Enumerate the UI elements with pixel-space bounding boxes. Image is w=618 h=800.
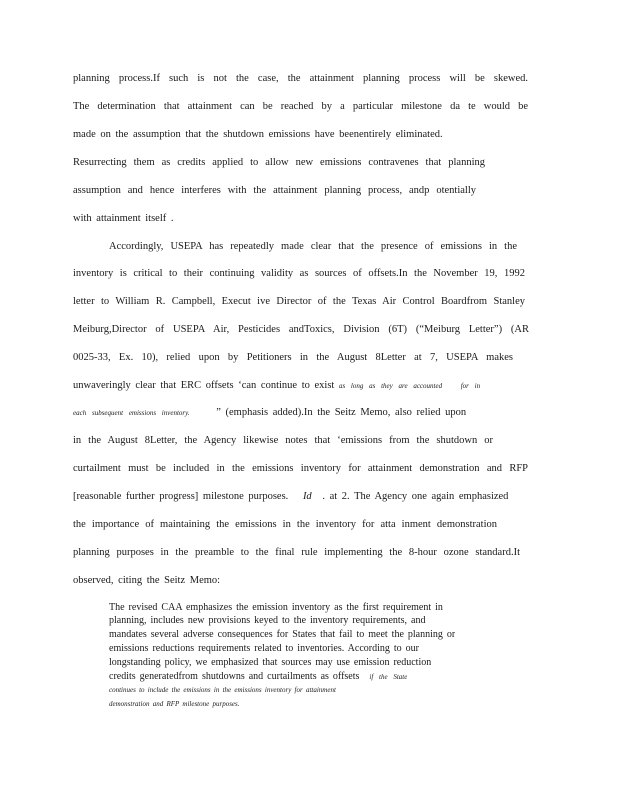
paragraph-1-line-1: planning process.If such is not the case, the attainment planning process will be skewed. [73,73,528,84]
quote-line-6-text: credits generatedfrom shutdowns and curtailments as offsets [109,671,360,682]
paragraph-1-line-6: with attainment itself . [73,213,174,224]
quote-line-6 [109,670,407,683]
quote-line-8: demonstration and RFP milestone purposes. [109,700,240,708]
paragraph-2-line-12: planning purposes in the preamble to the final rule implementing the 8-hour ozone standard.It [73,547,520,558]
paragraph-1-line-5: assumption and hence interferes with the attainment planning process, andp otentially [73,185,476,196]
emphasis-phrase-continued: each subsequent emissions inventory. [73,409,190,417]
quote-emphasis-start: if the State [369,673,408,681]
quote-line-4: emissions reductions requirements related to inventories. According to our [109,643,419,654]
emphasis-phrase: as long as they are accounted [338,382,443,390]
paragraph-2-line-3: letter to William R. Campbell, Execut ive Director of the Texas Air Control Boardfrom Stanley [73,296,525,307]
line-6-text: unwaveringly clear that ERC offsets ‘can continue to exist [73,380,335,391]
paragraph-2-line-9: curtailment must be included in the emissions inventory for attainment demonstration and RFP [73,463,528,474]
line-10-text-end: . at 2. The Agency one again emphasized [322,491,509,502]
paragraph-2-line-6 [73,376,529,396]
paragraph-1-line-4: Resurrecting them as credits applied to allow new emissions contravenes that planning [73,157,485,168]
line-10-text: [reasonable further progress] milestone purposes. [73,491,289,502]
paragraph-2-line-2: inventory is critical to their continuing validity as sources of offsets.In the November 19, 1992 [73,268,525,279]
quote-line-7: continues to include the emissions in the emissions inventory for attainment [109,686,336,694]
paragraph-1-line-3: made on the assumption that the shutdown emissions have beenentirely eliminated. [73,129,443,140]
paragraph-2-line-5: 0025-33, Ex. 10), relied upon by Petitioners in the August 8Letter at 7, USEPA makes [73,352,513,363]
paragraph-2-line-13: observed, citing the Seitz Memo: [73,575,221,586]
paragraph-2-line-7 [73,403,529,423]
line-7-text: ” (emphasis added).In the Seitz Memo, also relied upon [216,407,467,418]
quote-line-5: longstanding policy, we emphasized that sources may use emission reduction [109,657,432,668]
paragraph-2-line-8: in the August 8Letter, the Agency likewise notes that ‘emissions from the shutdown or [73,435,493,446]
quote-line-1: The revised CAA emphasizes the emission inventory as the first requirement in [109,602,443,613]
paragraph-2-line-4: Meiburg,Director of USEPA Air, Pesticides andToxics, Division (6T) (“Meiburg Letter”) (AR [73,324,529,335]
emphasis-phrase-end: for in [460,382,481,390]
id-citation: Id [302,491,312,502]
quote-line-3: mandates several adverse consequences for States that fail to meet the planning or [109,629,456,640]
paragraph-2-line-10 [73,487,529,507]
paragraph-1-line-2: The determination that attainment can be reached by a particular milestone da te would be [73,101,528,112]
paragraph-2-line-11: the importance of maintaining the emissions in the inventory for atta inment demonstration [73,519,497,530]
quote-line-2: planning, includes new provisions keyed to the inventory requirements, and [109,615,426,626]
paragraph-2-line-1: Accordingly, USEPA has repeatedly made clear that the presence of emissions in the [109,241,517,252]
